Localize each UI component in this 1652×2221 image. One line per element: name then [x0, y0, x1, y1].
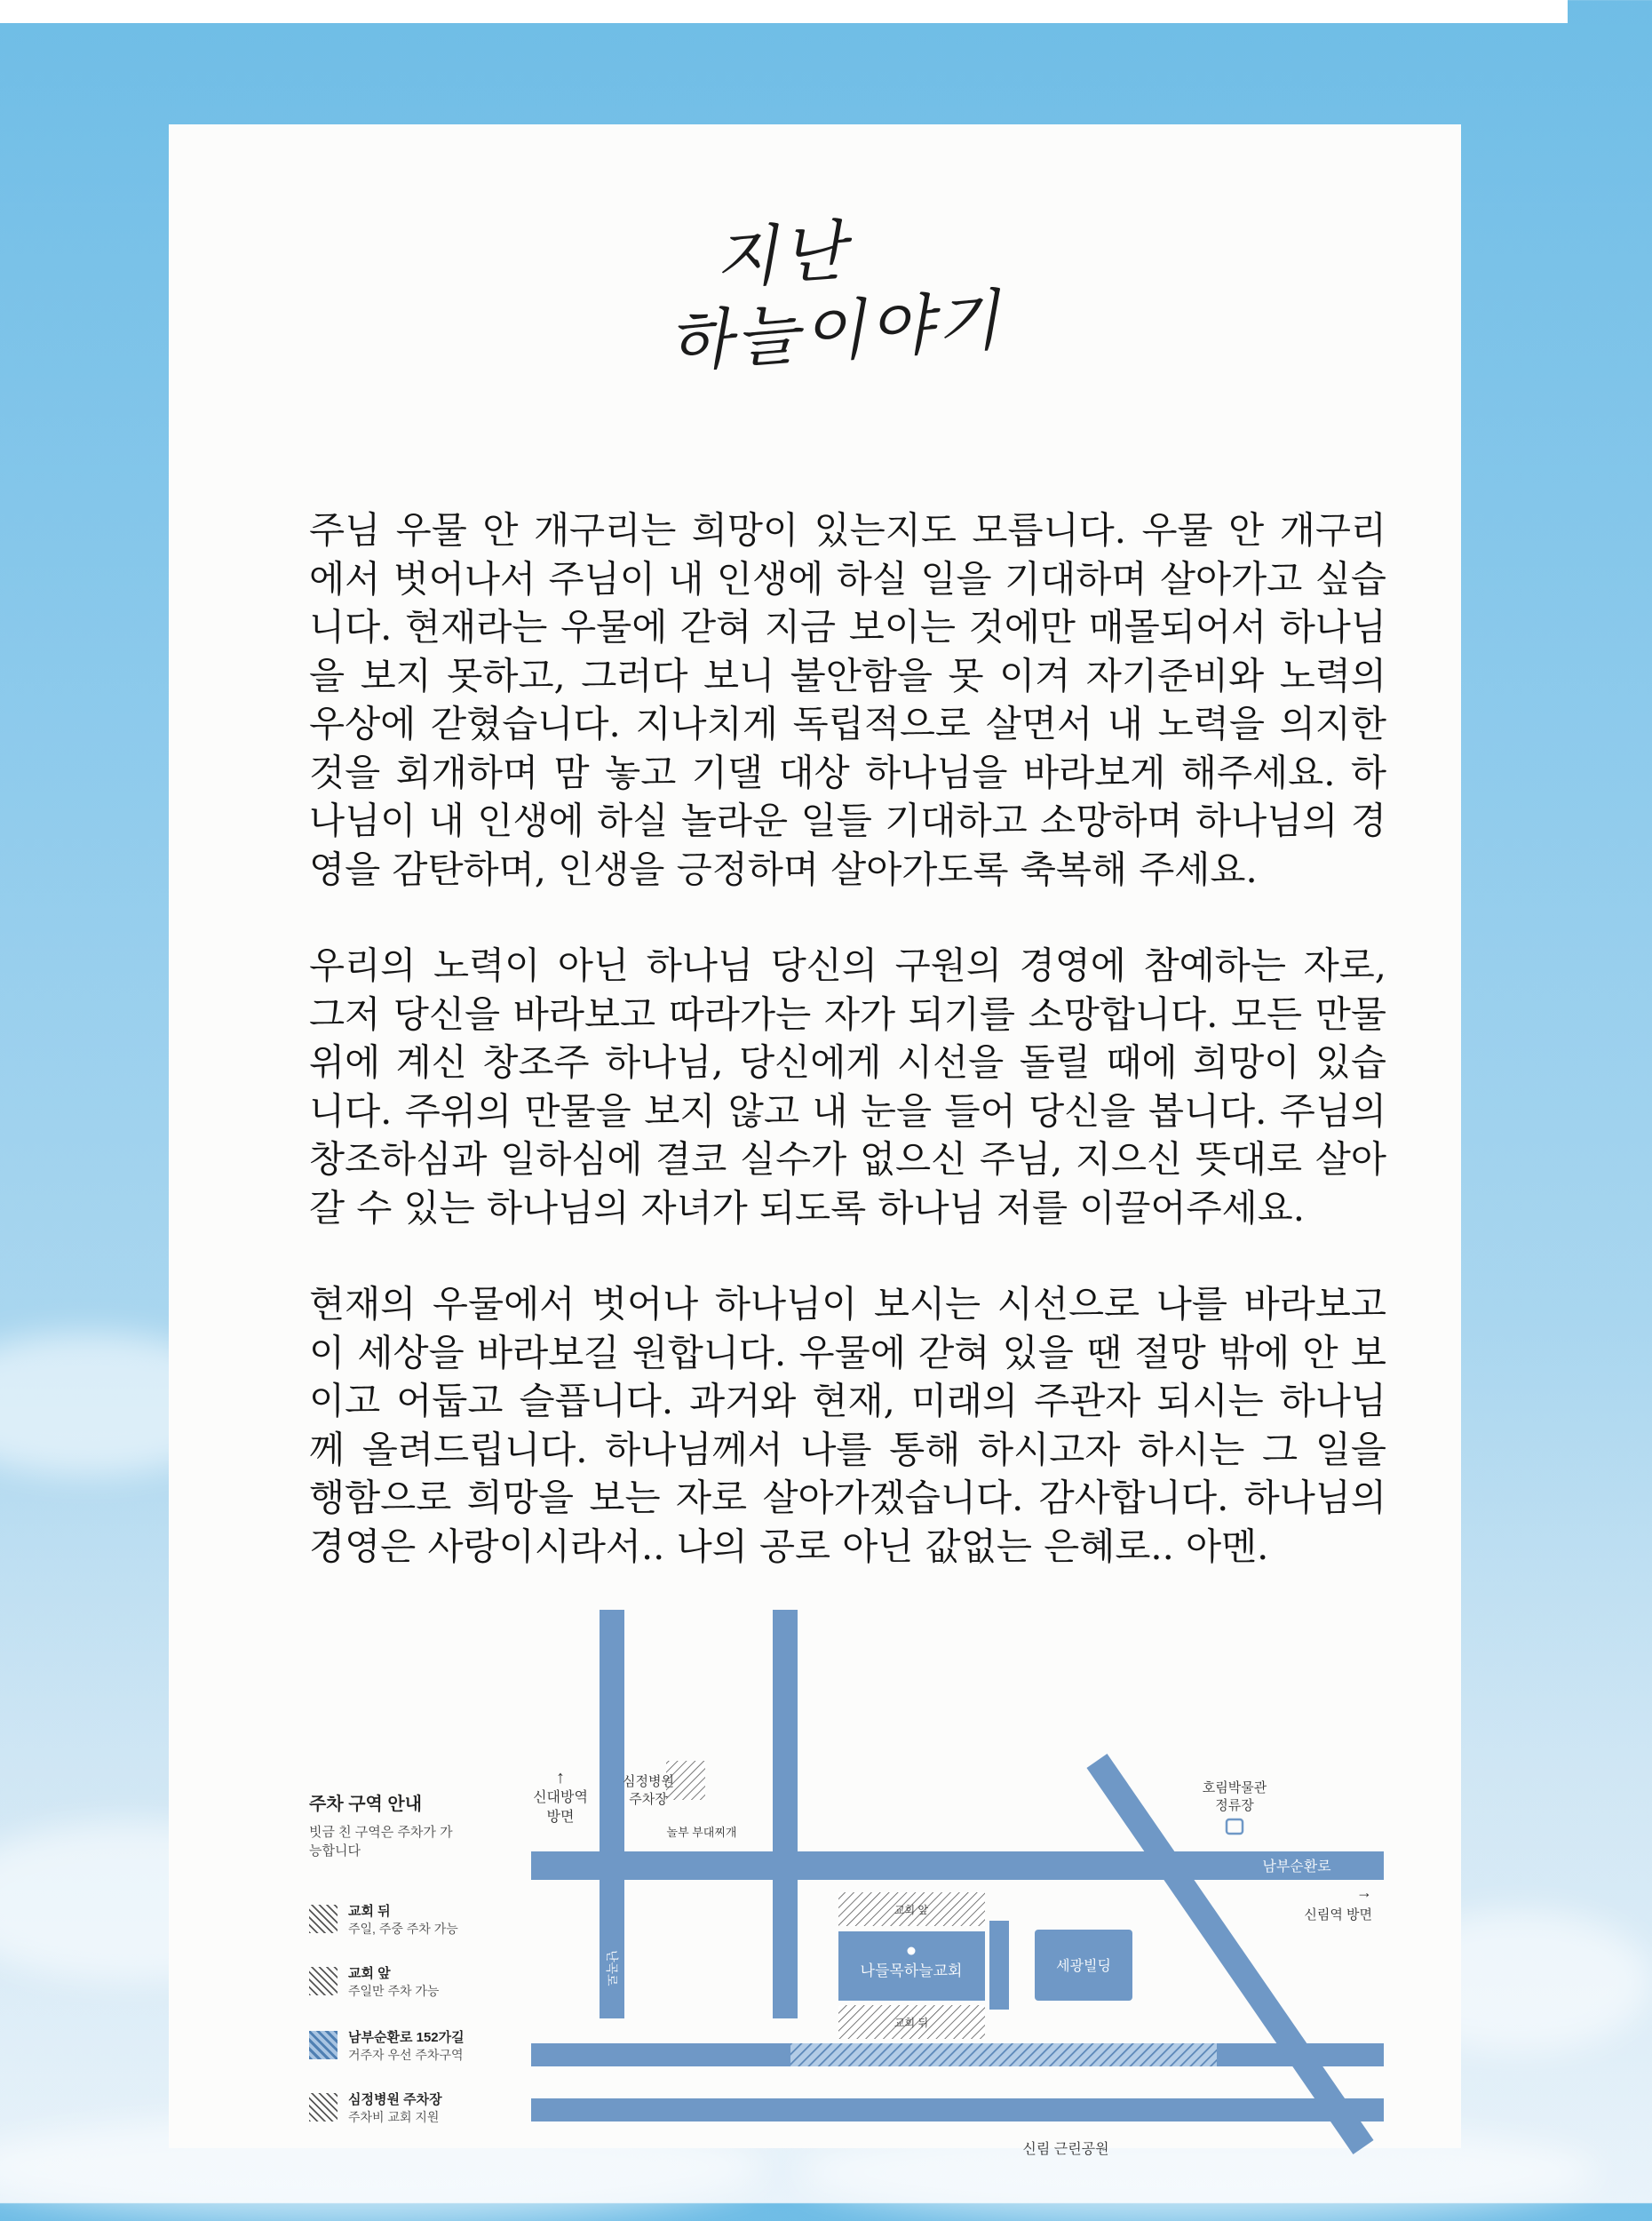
label-church: 나들목하늘교회 — [860, 1962, 963, 1979]
right-arrow-icon: → — [1356, 1883, 1372, 1901]
label-nangok-road: 난곡로 — [605, 1950, 619, 1986]
title-line-2: 하늘이야기 — [665, 282, 1005, 382]
parking-nambu-152 — [790, 2043, 1217, 2066]
bus-stop-icon — [1227, 1819, 1243, 1834]
label-simjeong-2: 주차장 — [629, 1792, 668, 1807]
paragraph: 주님 우물 안 개구리는 희망이 있는지도 모릅니다. 우물 안 개구리에서 벗어나서 주님이 내 인생에 하실 일을 기대하며 살아가고 싶습니다. 현재라는 우물에 갇혀 지금 보이는 것에만 매몰되어서 하나님을 보지 못하고, 그러다 보니 불안함을 못 이겨 자기준비와 노력의 우상에 갇혔습니다. 지나치게 독립적으로 살면서 내 노력을 의지한 것을 회개하며 맘 놓고 기댈 대상 하나님을 바라보게 해주세요. 하나님이 내 인생에 하실 놀라운 일들 기대하고 소망하며 하나님의 경영을 감탄하며, 인생을 긍정하며 살아가도록 축복해 주세요. — [309, 508, 1386, 891]
top-white-strip — [0, 0, 1568, 23]
label-nolbu: 놀부 부대찌개 — [666, 1826, 737, 1839]
blue-hatch-swatch — [309, 2031, 338, 2059]
legend-item-desc: 주차비 교회 지원 — [348, 2110, 440, 2124]
church-marker-icon — [908, 1947, 916, 1955]
up-arrow-icon: ↑ — [556, 1768, 565, 1787]
title-line-1: 지난 — [711, 212, 851, 299]
road-nambu-sunhwan — [531, 1851, 1384, 1880]
label-sindaebang-1: 신대방역 — [533, 1790, 588, 1805]
legend-subtitle: 빗금 친 구역은 주차가 가능합니다 — [309, 1825, 453, 1859]
legend-item-name: 교회 뒤 — [348, 1904, 391, 1919]
page-title — [169, 212, 1461, 382]
label-horim-1: 호림박물관 — [1202, 1780, 1267, 1795]
label-horim-2: 정류장 — [1215, 1798, 1254, 1813]
legend-title: 주차 구역 안내 — [309, 1795, 423, 1814]
label-church-front: 교회 앞 — [894, 1904, 929, 1916]
prayer-text — [309, 506, 1386, 1619]
road-bottom — [531, 2098, 1384, 2121]
legend-item-name: 남부순환로 152가길 — [348, 2030, 465, 2045]
label-sillim-station: 신림역 방면 — [1304, 1907, 1372, 1922]
legend-item-desc: 주일, 주중 주차 가능 — [348, 1922, 458, 1936]
hatch-swatch — [309, 2093, 338, 2121]
road-vertical — [773, 1610, 798, 2018]
label-sindaebang-2: 방면 — [546, 1810, 575, 1825]
calligraphy-title — [624, 201, 1005, 386]
road-vertical-short — [989, 1921, 1009, 2010]
legend-item-name: 심정병원 주차장 — [348, 2092, 442, 2107]
label-simjeong-1: 심정병원 — [623, 1774, 674, 1789]
content-card — [169, 124, 1461, 2157]
parking-map — [169, 1610, 1461, 2157]
legend-item-desc: 거주자 우선 주차구역 — [348, 2048, 464, 2062]
paragraph: 우리의 노력이 아닌 하나님 당신의 구원의 경영에 참예하는 자로, 그저 당신을 바라보고 따라가는 자가 되기를 소망합니다. 모든 만물 위에 계신 창조주 하나님, 당신에게 시선을 돌릴 때에 희망이 있습니다. 주위의 만물을 보지 않고 내 눈을 들어 당신을 봅니다. 주님의 창조하심과 일하심에 결코 실수가 없으신 주님, 지으신 뜻대로 살아갈 수 있는 하나님의 자녀가 되도록 하나님 저를 이끌어주세요. — [309, 943, 1386, 1230]
label-saegwang: 세광빌딩 — [1056, 1959, 1111, 1974]
paragraph: 현재의 우물에서 벗어나 하나님이 보시는 시선으로 나를 바라보고 이 세상을 바라보길 원합니다. 우물에 갇혀 있을 땐 절망 밖에 안 보이고 어둡고 슬픕니다. 과거와 현재, 미래의 주관자 되시는 하나님께 올려드립니다. 하나님께서 나를 통해 하시고자 하시는 그 일을 행함으로 희망을 보는 자로 살아가겠습니다. 감사합니다. 하나님의 경영은 사랑이시라서.. 나의 공로 아닌 값없는 은혜로.. 아멘. — [309, 1282, 1386, 1568]
legend-item-desc: 주일만 주차 가능 — [348, 1984, 440, 1998]
label-park: 신림 근린공원 — [1022, 2142, 1109, 2157]
label-nambu-road: 남부순환로 — [1262, 1859, 1331, 1875]
label-church-back: 교회 뒤 — [894, 2017, 929, 2029]
legend-item-name: 교회 앞 — [348, 1966, 391, 1981]
